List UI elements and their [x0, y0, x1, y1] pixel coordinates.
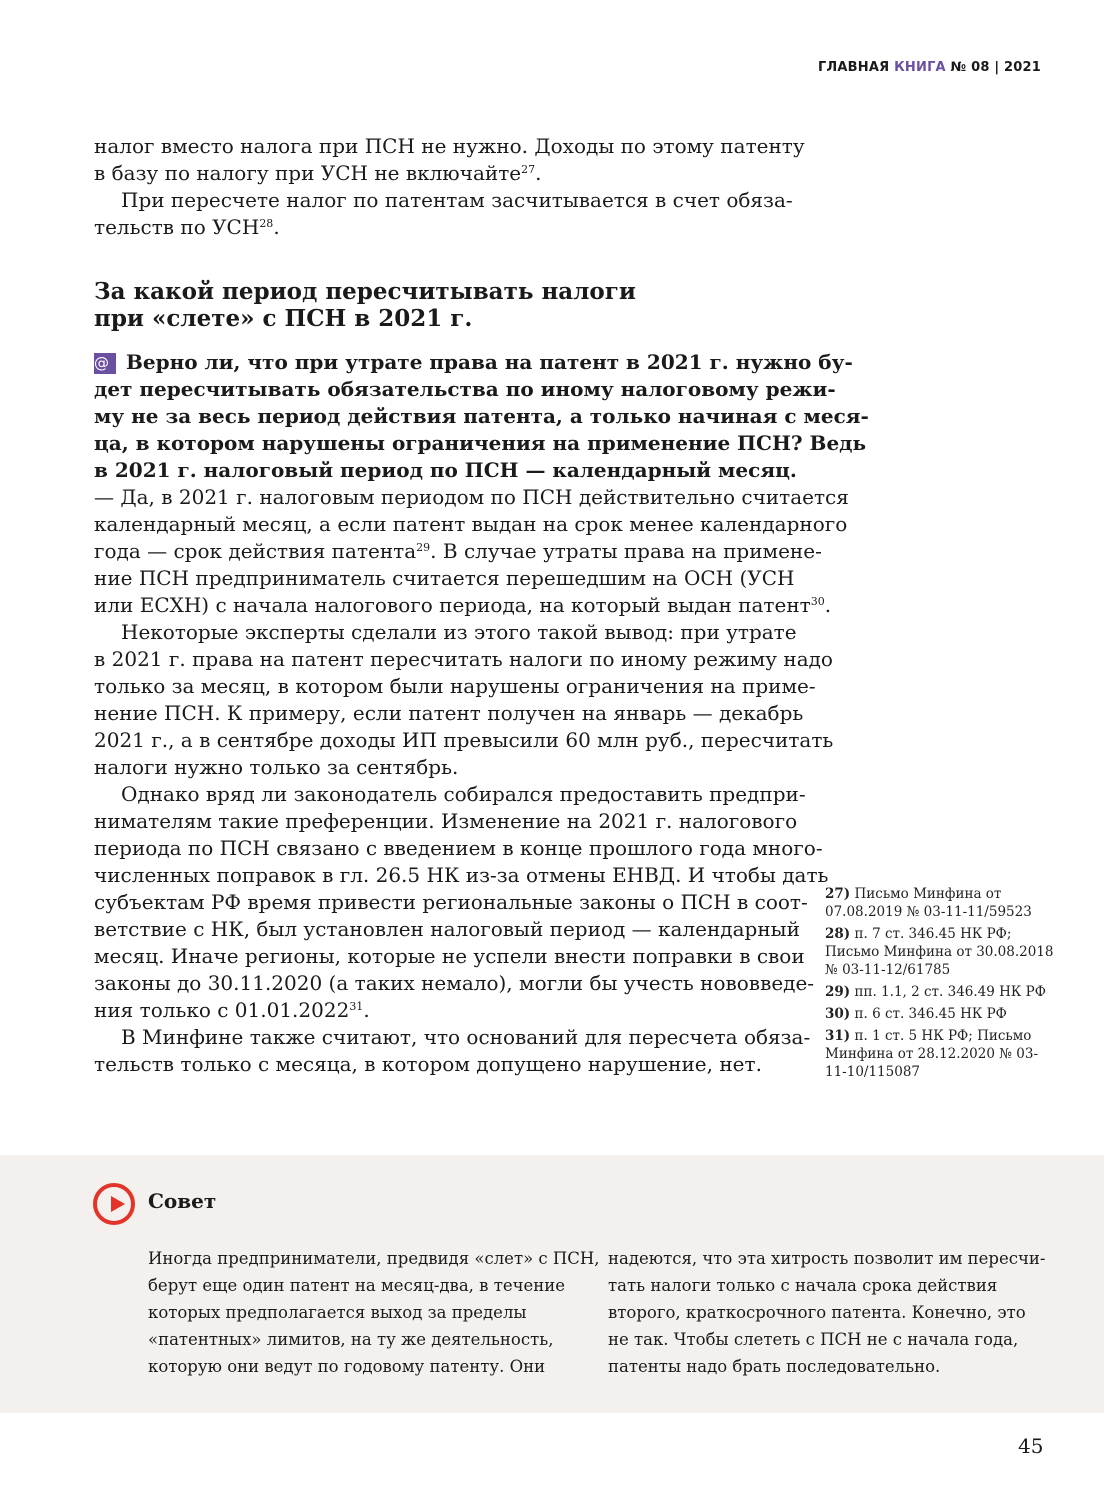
advice-line: второго, краткосрочного патента. Конечно, это — [608, 1303, 1026, 1322]
page-number: 45 — [1018, 1434, 1044, 1458]
line-text: Однако вряд ли законодатель собирался предоставить предпри- — [121, 782, 806, 806]
text-line — [94, 700, 804, 727]
text-line — [94, 889, 808, 916]
line-end: . В случае утраты права на примене- — [430, 539, 822, 563]
line-text: тельств по УСН — [94, 215, 260, 239]
line-text: в 2021 г. налоговый период по ПСН — календарный месяц. — [94, 458, 797, 482]
footnote-text: п. 7 ст. 346.45 НК РФ; Письмо Минфина от 30.08.2018 № 03-11-12/61785 — [825, 926, 1054, 978]
line-text: календарный месяц, а если патент выдан на срок менее календарного — [94, 512, 848, 536]
footnotes — [825, 885, 1055, 1085]
advice-line: которую они ведут по годовому патенту. Они — [148, 1357, 546, 1376]
text-line — [94, 619, 797, 646]
advice-line: берут еще один патент на месяц-два, в течение — [148, 1276, 566, 1295]
text-line — [94, 457, 797, 484]
advice-line: которых предполагается выход за пределы — [148, 1303, 527, 1322]
footnote-number: 29) — [825, 984, 851, 1000]
footnote — [825, 925, 1055, 979]
play-icon — [93, 1183, 135, 1225]
advice-line: тать налоги только с начала срока действия — [608, 1276, 998, 1295]
brand-part1: ГЛАВНАЯ — [817, 60, 890, 75]
advice-title: Совет — [148, 1189, 217, 1213]
line-text: законы до 30.11.2020 (а таких немало), могли бы учесть нововведе- — [94, 971, 815, 995]
line-end: . — [824, 593, 832, 617]
line-text: тельств только с месяца, в котором допущено нарушение, нет. — [94, 1052, 762, 1076]
line-text: ние ПСН предприниматель считается перешедшим на ОСН (УСН — [94, 566, 795, 590]
heading-line: при «слете» с ПСН в 2021 г. — [94, 305, 473, 332]
text-line — [94, 592, 832, 619]
line-text: в 2021 г. права на патент пересчитать налоги по иному режиму надо — [94, 647, 833, 671]
text-line — [94, 1024, 811, 1051]
advice-column-left — [148, 1245, 600, 1380]
text-line — [94, 538, 822, 565]
footnote-ref: 30 — [810, 595, 825, 608]
text-line — [94, 1051, 771, 1078]
text-line — [94, 781, 806, 808]
line-end: . — [273, 215, 280, 239]
line-text: в базу по налогу при УСН не включайте — [94, 161, 522, 185]
line-text: 2021 г., а в сентябре доходы ИП превысили 60 млн руб., пересчитать — [94, 728, 834, 752]
footnote-number: 30) — [825, 1006, 851, 1022]
line-text: налог вместо налога при ПСН не нужно. Доходы по этому патенту — [94, 134, 805, 158]
footnote-ref: 28 — [259, 217, 274, 230]
footnote-number: 28) — [825, 926, 851, 942]
line-end: . — [535, 161, 542, 185]
text-line — [94, 943, 805, 970]
advice-line: не так. Чтобы слететь с ПСН не с начала года, — [608, 1330, 1019, 1349]
line-text: налоги нужно только за сентябрь. — [94, 755, 459, 779]
text-line — [94, 484, 849, 511]
text-line — [94, 511, 848, 538]
footnote-ref: 27 — [521, 163, 536, 176]
section-heading — [94, 278, 771, 332]
text-line — [94, 403, 869, 430]
footnote — [825, 1027, 1055, 1081]
line-text: ния только с 01.01.2022 — [94, 998, 350, 1022]
line-text: или ЕСХН) с начала налогового периода, на который выдан патент — [94, 593, 811, 617]
footnote-text: п. 1 ст. 5 НК РФ; Письмо Минфина от 28.12.2020 № 03-11-10/115087 — [825, 1028, 1039, 1080]
line-text: численных поправок в гл. 26.5 НК из-за отмены ЕНВД. И чтобы дать — [94, 863, 829, 887]
text-line — [94, 430, 867, 457]
text-line — [94, 862, 829, 889]
line-text: ца, в котором нарушены ограничения на применение ПСН? Ведь — [94, 431, 867, 455]
running-header — [818, 60, 1041, 75]
line-text: дет пересчитывать обязательства по иному налоговому режи- — [94, 377, 836, 401]
line-text: му не за весь период действия патента, а только начиная с меся- — [94, 404, 869, 428]
line-text: При пересчете налог по патентам засчитывается в счет обяза- — [121, 188, 793, 212]
text-line — [94, 160, 771, 187]
advice-line: надеются, что эта хитрость позволит им пересчи- — [608, 1249, 1046, 1268]
footnote — [825, 885, 1055, 921]
text-line — [94, 349, 853, 376]
line-text: субъектам РФ время привести региональные законы о ПСН в соот- — [94, 890, 808, 914]
text-line — [94, 376, 836, 403]
text-line — [94, 646, 833, 673]
footnote-ref: 29 — [416, 541, 431, 554]
text-line — [94, 727, 834, 754]
line-text: нимателям такие преференции. Изменение на 2021 г. налогового — [94, 809, 798, 833]
issue-number: № 08 | 2021 — [950, 60, 1041, 75]
text-line — [94, 835, 823, 862]
footnote-number: 31) — [825, 1028, 851, 1044]
question-at-icon: @ — [94, 353, 116, 374]
brand-part2: КНИГА — [894, 60, 946, 75]
footnote — [825, 1005, 1055, 1023]
line-text: Верно ли, что при утрате права на патент в 2021 г. нужно бу- — [126, 350, 853, 374]
advice-line: Иногда предприниматели, предвидя «слет» с ПСН, — [148, 1249, 600, 1268]
line-text: нение ПСН. К примеру, если патент получен на январь — декабрь — [94, 701, 804, 725]
footnote-ref: 31 — [349, 1000, 364, 1013]
advice-line: «патентных» лимитов, на ту же деятельность, — [148, 1330, 554, 1349]
line-text: В Минфине также считают, что оснований для пересчета обяза- — [121, 1025, 811, 1049]
text-line — [94, 916, 800, 943]
intro-text — [94, 133, 805, 241]
text-line — [94, 133, 805, 160]
question-block — [94, 349, 869, 484]
line-text: ветствие с НК, был установлен налоговый период — календарный — [94, 917, 800, 941]
text-line — [94, 754, 771, 781]
footnote-text: Письмо Минфина от 07.08.2019 № 03-11-11/59523 — [825, 886, 1032, 920]
footnote-number: 27) — [825, 886, 851, 902]
line-text: — Да, в 2021 г. налоговым периодом по ПСН действительно считается — [94, 485, 849, 509]
line-end: . — [363, 998, 370, 1022]
text-line — [94, 970, 815, 997]
text-line — [94, 673, 816, 700]
line-text: года — срок действия патента — [94, 539, 417, 563]
text-line — [94, 187, 793, 214]
advice-column-right — [608, 1245, 1046, 1380]
advice-line: патенты надо брать последовательно. — [608, 1357, 941, 1376]
footnote — [825, 983, 1055, 1001]
heading-line: За какой период пересчитывать налоги — [94, 278, 636, 305]
line-text: только за месяц, в котором были нарушены ограничения на приме- — [94, 674, 816, 698]
line-text: периода по ПСН связано с введением в конце прошлого года много- — [94, 836, 823, 860]
text-line — [94, 565, 795, 592]
footnote-text: пп. 1.1, 2 ст. 346.49 НК РФ — [854, 984, 1046, 1000]
line-text: Некоторые эксперты сделали из этого такой вывод: при утрате — [121, 620, 797, 644]
text-line — [94, 808, 798, 835]
text-line — [94, 214, 771, 241]
text-line — [94, 997, 771, 1024]
footnote-text: п. 6 ст. 346.45 НК РФ — [854, 1006, 1007, 1022]
line-text: месяц. Иначе регионы, которые не успели внести поправки в свои — [94, 944, 805, 968]
